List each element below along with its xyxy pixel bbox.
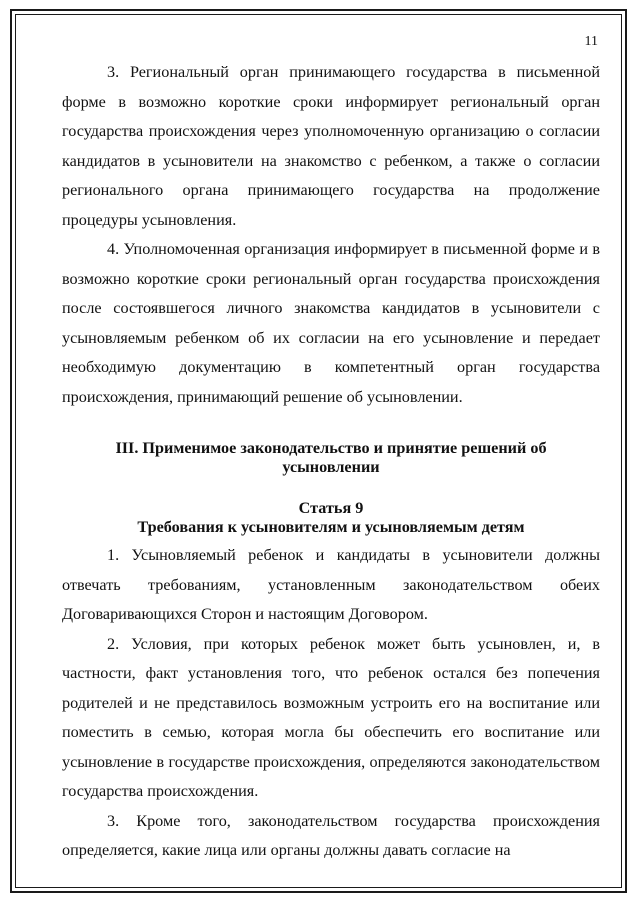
page-number: 11 — [584, 34, 598, 49]
section-heading — [62, 439, 600, 477]
section-heading-line1: III. Применимое законодательство и принятие решений об — [115, 439, 547, 457]
article-number: Статья 9 — [298, 499, 364, 517]
paragraph-article9-2: 2. Условия, при которых ребенок может быть усыновлен, и, в частности, факт установления того, что ребенок остался без попечения родителей и не представилось возможным устроить его на воспитание или поместить в семью, которая могла бы обеспечить его воспитание или усыновление в государстве происхождения, определяются законодательством государства происхождения. — [62, 634, 600, 800]
section-heading-line2: усыновлении — [282, 458, 380, 476]
paragraph-article9-3: 3. Кроме того, законодательством государства происхождения определяется, какие лица или органы должны давать согласие на — [62, 811, 600, 859]
article-title: Требования к усыновителям и усыновляемым детям — [137, 518, 525, 536]
paragraph-article8-3: 3. Региональный орган принимающего государства в письменной форме в возможно короткие сроки информирует региональный орган государства происхождения через уполномоченную организацию о согласии кандидатов в усыновители на знакомство с ребенком, а также о согласии регионального органа принимающего государства на продолжение процедуры усыновления. — [62, 63, 600, 229]
document-body — [62, 58, 600, 866]
paragraph-article9-1: 1. Усыновляемый ребенок и кандидаты в усыновители должны отвечать требованиям, установленным законодательством обеих Договаривающихся Сторон и настоящим Договором. — [62, 546, 600, 623]
paragraph-article8-4: 4. Уполномоченная организация информирует в письменной форме и в возможно короткие сроки региональный орган государства происхождения после состоявшегося личного знакомства кандидатов в усыновители с усыновляемым ребенком об их согласии на его усыновление и передает необходимую документацию в компетентный орган государства происхождения, принимающий решение об усыновлении. — [62, 240, 600, 406]
